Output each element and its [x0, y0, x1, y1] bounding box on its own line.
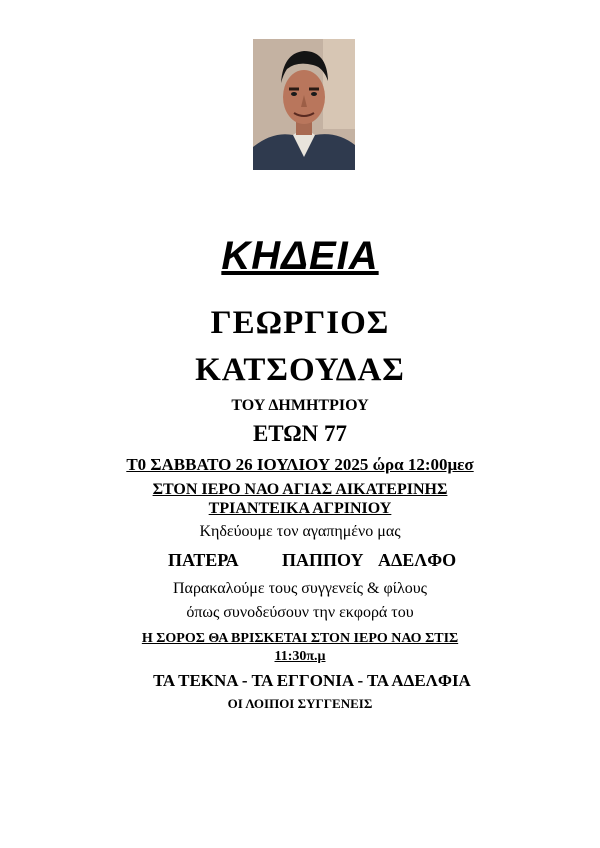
viewing-line-2: 11:30π.μ — [274, 649, 326, 664]
invitation-line-2: όπως συνοδεύσουν την εκφορά του — [186, 604, 414, 621]
deceased-first-name: ΓΕΩΡΓΙΟΣ — [210, 305, 390, 341]
viewing-line-1: Η ΣΟΡΟΣ ΘΑ ΒΡΙΣΚΕΤΑΙ ΣΤΟΝ ΙΕΡΟ ΝΑΟ ΣΤΙΣ — [141, 631, 459, 646]
deceased-last-name: ΚΑΤΣΟΥΔΑΣ — [195, 352, 405, 388]
portrait-icon — [253, 39, 355, 170]
relation-brother: ΑΔΕΛΦΟ — [378, 550, 457, 570]
ceremony-datetime: Τ0 ΣΑΒΒΑΤΟ 26 ΙΟΥΛΙΟΥ 2025 ώρα 12:00μεσ — [126, 455, 474, 474]
mourners-others: ΟΙ ΛΟΙΠΟΙ ΣΥΓΓΕΝΕΙΣ — [227, 696, 373, 711]
intro-text: Κηδεύουμε τον αγαπημένο μας — [199, 523, 401, 540]
relation-father: ΠΑΤΕΡΑ — [168, 550, 239, 570]
mourners-family: ΤΑ ΤΕΚΝΑ - ΤΑ ΕΓΓΟΝΙΑ - ΤΑ ΑΔΕΛΦΙΑ — [153, 671, 471, 690]
ceremony-village: ΤΡΙΑΝΤΕΙΚΑ ΑΓΡΙΝΙΟΥ — [208, 500, 392, 517]
portrait-photo — [253, 39, 355, 170]
ceremony-church: ΣΤΟΝ ΙΕΡΟ ΝΑΟ ΑΓΙΑΣ ΑΙΚΑΤΕΡΙΝΗΣ — [152, 481, 448, 498]
notice-title: ΚΗΔΕΙΑ — [221, 234, 379, 278]
invitation-line-1: Παρακαλούμε τους συγγενείς & φίλους — [173, 580, 427, 597]
deceased-age: ΕΤΩΝ 77 — [252, 421, 348, 446]
deceased-father: ΤΟΥ ΔΗΜΗΤΡΙΟΥ — [231, 397, 369, 414]
relation-grandfather: ΠΑΠΠΟΥ — [282, 550, 364, 570]
